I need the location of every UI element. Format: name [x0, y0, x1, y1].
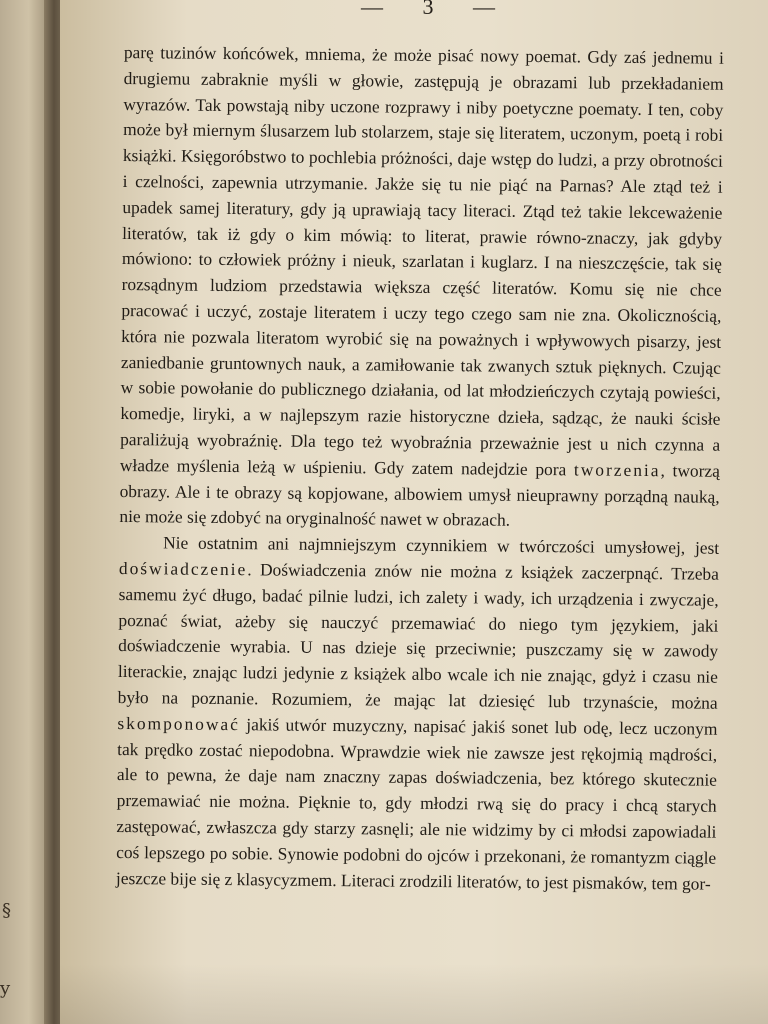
emphasized-text: skomponować	[117, 712, 241, 734]
header-dash-right: —	[473, 0, 497, 19]
page-header	[60, 0, 768, 20]
body-text	[116, 40, 724, 897]
text-segment: jakiś utwór muzyczny, napisać jakiś sonet lub odę, lecz uczonym tak prędko zostać niepodobna. Wprawdzie wiek nie zawsze jest rękojmią mądrości, ale to pewna, że daje nam znaczny zapas doświadczenia, bez którego skutecznie przemawiać nie można. Pięknie to, gdy młodzi rwą się do pracy i chcą starych zastępować, zwłaszcza gdy starzy zasnęli; ale nie widzimy by ci młodsi zapowiadali coś lepszego po sobie. Synowie podobni do ojców i przekonani, że romantyzm ciągle jeszcze bije się z klasycyzmem. Literaci zrodzili literatów, to jest pismaków, tem gor-	[115, 713, 718, 894]
left-page-mark: y	[0, 978, 11, 999]
paragraph	[119, 40, 724, 536]
text-segment: parę tuzinów końcówek, mniema, że może pisać nowy poemat. Gdy zaś jednemu i drugiemu zabraknie myśli w głowie, zastępują je obrazami lub przekładaniem wyrazów. Tak powstają niby uczone rozprawy i niby poetyczne poematy. I ten, coby może był miernym ślusarzem lub stolarzem, staje się literatem, uczonym, poetą i robi książki. Księgoróbstwo to pochlebia próżności, daje wstęp do ludzi, a przy obrotności i czelności, zapewnia utrzymanie. Jakże się tu nie piąć na Parnas? Ale ztąd też i upadek samej literatury, gdy ją uprawiają tacy literaci. Ztąd też takie lekceważenie literatów, tak iż gdy o kim mówią: to literat, prawie równo-znaczy, jak gdyby mówiono: to człowiek próżny i nieuk, szarlatan i kuglarz. I na nieszczęście, tak się rozsądnym ludziom przedstawia większa część literatów. Komu się nie chce pracować i uczyć, zostaje literatem i uczy tego czego sam nie zna. Okolicznością, która nie pozwala literatom wyrobić się na poważnych i wpływowych pisarzy, jest zaniedbanie gruntownych nauk, a zamiłowanie tak zwanych sztuk pięknych. Czując w sobie powołanie do publicznego działania, od lat młodzieńczych czytają powieści, komedje, liryki, a w najlepszym razie historyczne dzieła, sądząc, że nauki ścisłe paraliżują wyobraźnię. Dla tego też wyobraźnia przeważnie jest u nich czynna a władze myślenia leżą w uśpieniu. Gdy zatem nadejdzie pora	[119, 41, 724, 480]
header-dash-left: —	[361, 0, 385, 19]
page-number: 3	[422, 0, 436, 19]
paragraph	[116, 530, 719, 897]
left-page-marks	[0, 0, 30, 1024]
text-segment: . Doświadczenia znów nie można z książek zaczerpnąć. Trzeba samemu żyć długo, badać pilnie ludzi, ich zalety i wady, ich urządzenia i zwyczaje, poznać świat, ażeby się nauczyć przemawiać do niego tym językiem, jaki doświadczenie wyrabia. U nas dzieje się przeciwnie; puszczamy się w zawody literackie, znając ludzi jedynie z książek albo wcale ich nie znając, gdyż i czasu nie było na poznanie. Rozumiem, że mając lat dziesięć lub trzynaście, można	[117, 559, 720, 713]
left-page-mark: §	[2, 900, 11, 921]
emphasized-text: doświadczenie	[118, 557, 248, 580]
text-segment: , tworzą obrazy. Ale i te obrazy są kopjowane, albowiem umysł nieuprawny porządną nauką, nie może się zdobyć na oryginalność nawet w obrazach.	[119, 459, 720, 531]
page-shadow	[60, 964, 768, 1024]
emphasized-text: tworzenia	[573, 459, 661, 480]
book-page	[60, 0, 768, 1024]
text-segment: Nie ostatnim ani najmniejszym czynnikiem w twórczości umysłowej, jest	[163, 532, 720, 558]
